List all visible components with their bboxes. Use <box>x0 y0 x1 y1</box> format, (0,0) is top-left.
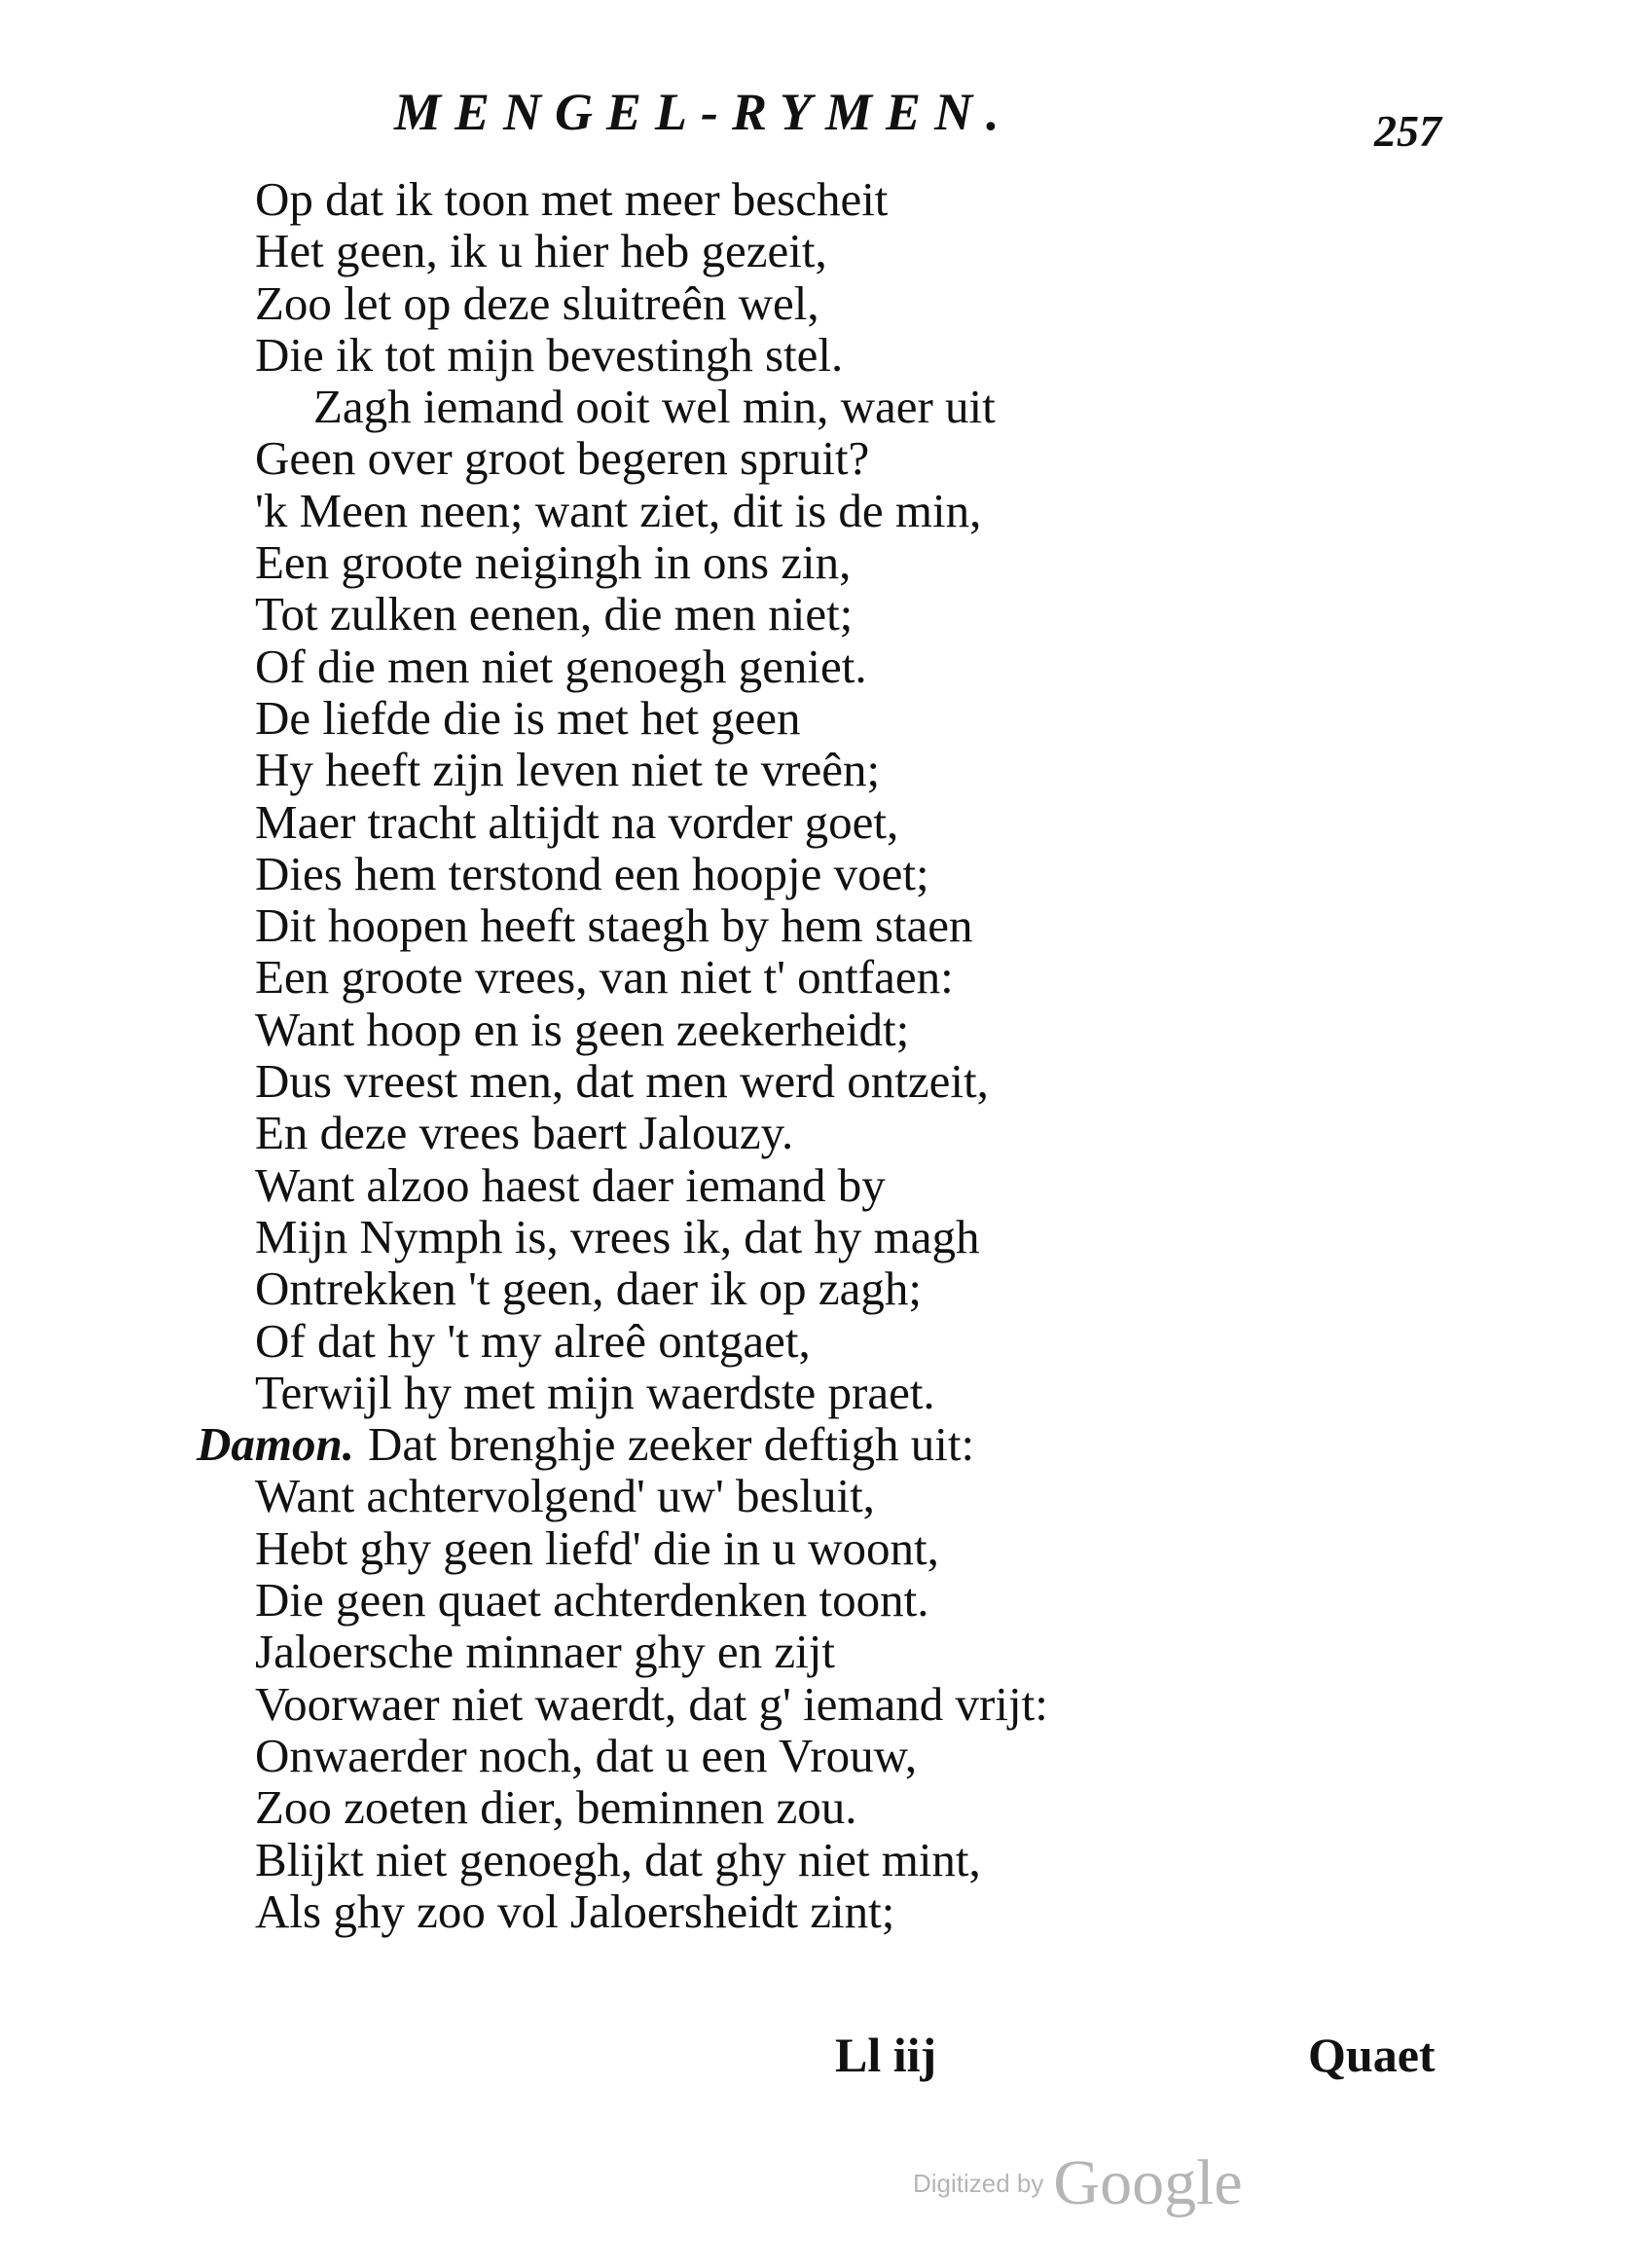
verse-line: Want achtervolgend' uw' besluit, <box>255 1469 875 1523</box>
watermark-prefix: Digitized by <box>913 2169 1044 2198</box>
verse-block <box>0 173 1637 1937</box>
verse-line: Maer tracht altijdt na vorder goet, <box>255 794 899 849</box>
verse-line-with-speaker: Damon. Dat brenghje zeeker deftigh uit: <box>197 1417 975 1472</box>
verse-line: Want hoop en is geen zeekerheidt; <box>255 1002 910 1056</box>
verse-line: Of die men niet genoegh geniet. <box>255 639 867 693</box>
verse-line: Terwijl hy met mijn waerdste praet. <box>255 1365 935 1419</box>
verse-line: Onwaerder noch, dat u een Vrouw, <box>255 1728 918 1782</box>
verse-line: Een groote neigingh in ons zin, <box>255 535 852 590</box>
verse-line: Of dat hy 't my alreê ontgaet, <box>255 1313 811 1368</box>
verse-line: Zagh iemand ooit wel min, waer uit <box>313 380 996 434</box>
verse-line: Ontrekken 't geen, daer ik op zagh; <box>255 1262 923 1316</box>
signature-mark: Ll iij <box>835 2028 937 2082</box>
verse-line: Als ghy zoo vol Jaloersheidt zint; <box>255 1884 895 1938</box>
verse-line: Het geen, ik u hier heb gezeit, <box>255 224 827 278</box>
verse-line: En deze vrees baert Jalouzy. <box>255 1106 794 1160</box>
verse-line: Geen over groot begeren spruit? <box>255 431 870 486</box>
verse-line: Een groote vrees, van niet t' ontfaen: <box>255 950 954 1005</box>
verse-line: Hebt ghy geen liefd' die in u woont, <box>255 1520 939 1575</box>
verse-line: Zoo zoeten dier, beminnen zou. <box>255 1780 857 1835</box>
verse-line: Dus vreest men, dat men werd ontzeit, <box>255 1054 989 1109</box>
verse-line: Jaloersche minnaer ghy en zijt <box>255 1625 835 1679</box>
verse-line: Blijkt niet genoegh, dat ghy niet mint, <box>255 1832 981 1886</box>
verse-line: Tot zulken eenen, die men niet; <box>255 587 854 641</box>
watermark-brand: Google <box>1053 2147 1243 2218</box>
verse-line: Die ik tot mijn bevestingh stel. <box>255 327 844 382</box>
running-title: MENGEL-RYMEN. <box>394 83 1013 141</box>
verse-line: Hy heeft zijn leven niet te vreên; <box>255 743 881 797</box>
digitized-watermark <box>913 2147 1243 2218</box>
verse-line: Mijn Nymph is, vrees ik, dat hy magh <box>255 1209 980 1263</box>
speaker-name: Damon. <box>197 1417 355 1472</box>
verse-line: De liefde die is met het geen <box>255 690 801 745</box>
verse-line: Dit hoopen heeft staegh by hem staen <box>255 898 973 953</box>
verse-line: Die geen quaet achterdenken toont. <box>255 1573 929 1628</box>
verse-line: Dies hem terstond een hoopje voet; <box>255 846 929 900</box>
verse-line: Zoo let op deze sluitreên wel, <box>255 275 819 330</box>
page-number: 257 <box>1374 106 1441 156</box>
verse-line: Voorwaer niet waerdt, dat g' iemand vrijt: <box>255 1676 1048 1731</box>
verse-line: 'k Meen neen; want ziet, dit is de min, <box>255 483 982 537</box>
verse-line: Op dat ik toon met meer bescheit <box>255 172 889 226</box>
catchword: Quaet <box>1308 2028 1436 2082</box>
verse-line: Want alzoo haest daer iemand by <box>255 1157 886 1212</box>
